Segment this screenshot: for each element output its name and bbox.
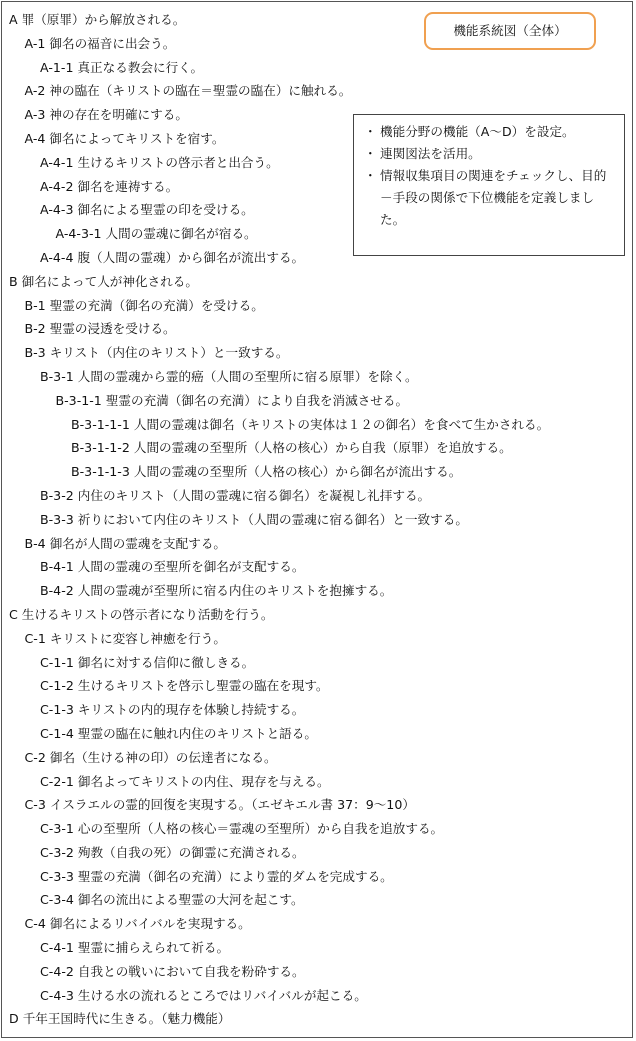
outline-line-level-2: C-3-2 殉教（自我の死）の御霊に充満される。 — [40, 844, 305, 860]
outline-line-level-0: D 千年王国時代に生きる。（魅力機能） — [9, 1011, 231, 1027]
outline-line-level-2: C-2-1 御名よってキリストの内住、現存を与える。 — [40, 773, 330, 789]
outline-line-level-2: C-4-1 聖霊に捕らえられて祈る。 — [40, 940, 230, 956]
outline-line-level-2: C-4-2 自我との戦いにおいて自我を粉砕する。 — [40, 963, 305, 979]
note-item: ・ 情報収集項目の関連をチェックし、目的－手段の関係で下位機能を定義しました。 — [366, 165, 618, 231]
outline-line-level-2: C-1-4 聖霊の臨在に触れ内住のキリストと語る。 — [40, 725, 317, 741]
outline-line-level-0: A 罪（原罪）から解放される。 — [9, 12, 186, 27]
outline-line-level-1: B-2 聖霊の浸透を受ける。 — [24, 321, 176, 337]
outline-line-level-2: C-3-4 御名の流出による聖霊の大河を起こす。 — [40, 892, 304, 908]
outline-line-level-2: C-3-1 心の至聖所（人格の核心＝霊魂の至聖所）から自我を追放する。 — [40, 821, 444, 837]
outline-line-level-4: B-3-1-1-3 人間の霊魂の至聖所（人格の核心）から御名が流出する。 — [71, 464, 462, 480]
outline-line-level-2: A-4-4 腹（人間の霊魂）から御名が流出する。 — [40, 249, 305, 265]
outline-line-level-2: B-3-2 内住のキリスト（人間の霊魂に宿る御名）を凝視し礼拝する。 — [40, 487, 431, 503]
outline-line-level-2: B-3-1 人間の霊魂から霊的癌（人間の至聖所に宿る原罪）を除く。 — [40, 368, 418, 384]
outline-line-level-2: A-1-1 真正なる教会に行く。 — [40, 59, 204, 75]
note-item: ・ 連関図法を活用。 — [366, 143, 618, 165]
outline-line-level-2: A-4-3 御名による聖霊の印を受ける。 — [40, 202, 254, 218]
outline-line-level-2: C-1-2 生けるキリストを啓示し聖霊の臨在を現す。 — [40, 678, 329, 694]
outline-line-level-0: B 御名によって人が神化される。 — [9, 273, 198, 289]
outline-line-level-4: B-3-1-1-2 人間の霊魂の至聖所（人格の核心）から自我（原罪）を追放する。 — [71, 440, 512, 456]
outline-line-level-1: A-4 御名によってキリストを宿す。 — [24, 130, 225, 146]
outline-line-level-1: B-1 聖霊の充満（御名の充満）を受ける。 — [24, 297, 264, 313]
outline-line-level-2: C-1-1 御名に対する信仰に徹しきる。 — [40, 654, 255, 670]
outline-line-level-2: C-1-3 キリストの内的現存を体験し持続する。 — [40, 702, 305, 718]
outline-line-level-1: A-1 御名の福音に出会う。 — [24, 35, 176, 51]
outline-line-level-2: A-4-2 御名を連祷する。 — [40, 178, 179, 194]
notes-box — [353, 114, 625, 256]
diagram-title-callout: 機能系統図（全体） — [424, 12, 596, 50]
outline-line-level-4: B-3-1-1-1 人間の霊魂は御名（キリストの実体は１２の御名）を食べて生かされる。 — [71, 416, 550, 432]
outline-line-level-0: C 生けるキリストの啓示者になり活動を行う。 — [9, 606, 274, 622]
outline-line-level-2: C-3-3 聖霊の充満（御名の充満）により霊的ダムを完成する。 — [40, 868, 393, 884]
outline-line-level-1: B-4 御名が人間の霊魂を支配する。 — [24, 535, 227, 551]
outline-line-level-2: A-4-1 生けるキリストの啓示者と出合う。 — [40, 154, 279, 170]
outline-line-level-1: C-4 御名によるリバイバルを実現する。 — [24, 916, 251, 932]
note-item: ・ 機能分野の機能（A～D）を設定。 — [366, 121, 618, 143]
outline-line-level-1: B-3 キリスト（内住のキリスト）と一致する。 — [24, 345, 289, 361]
outline-line-level-2: B-3-3 祈りにおいて内住のキリスト（人間の霊魂に宿る御名）と一致する。 — [40, 511, 468, 527]
outline-line-level-1: C-1 キリストに変容し神癒を行う。 — [24, 630, 226, 646]
outline-line-level-2: B-4-1 人間の霊魂の至聖所を御名が支配する。 — [40, 559, 305, 575]
outline-line-level-1: C-3 イスラエルの霊的回復を実現する。（エゼキエル書 37：9～10） — [24, 797, 415, 813]
outline-line-level-1: A-3 神の存在を明確にする。 — [24, 107, 188, 123]
outline-line-level-1: A-2 神の臨在（キリストの臨在＝聖霊の臨在）に触れる。 — [24, 83, 352, 99]
outline-line-level-3: A-4-3-1 人間の霊魂に御名が宿る。 — [55, 226, 257, 242]
outline-line-level-2: B-4-2 人間の霊魂が至聖所に宿る内住のキリストを抱擁する。 — [40, 583, 393, 599]
outline-line-level-1: C-2 御名（生ける神の印）の伝達者になる。 — [24, 749, 277, 765]
outline-line-level-3: B-3-1-1 聖霊の充満（御名の充満）により自我を消滅させる。 — [55, 392, 409, 408]
outline-line-level-2: C-4-3 生ける水の流れるところではリバイバルが起こる。 — [40, 987, 367, 1003]
